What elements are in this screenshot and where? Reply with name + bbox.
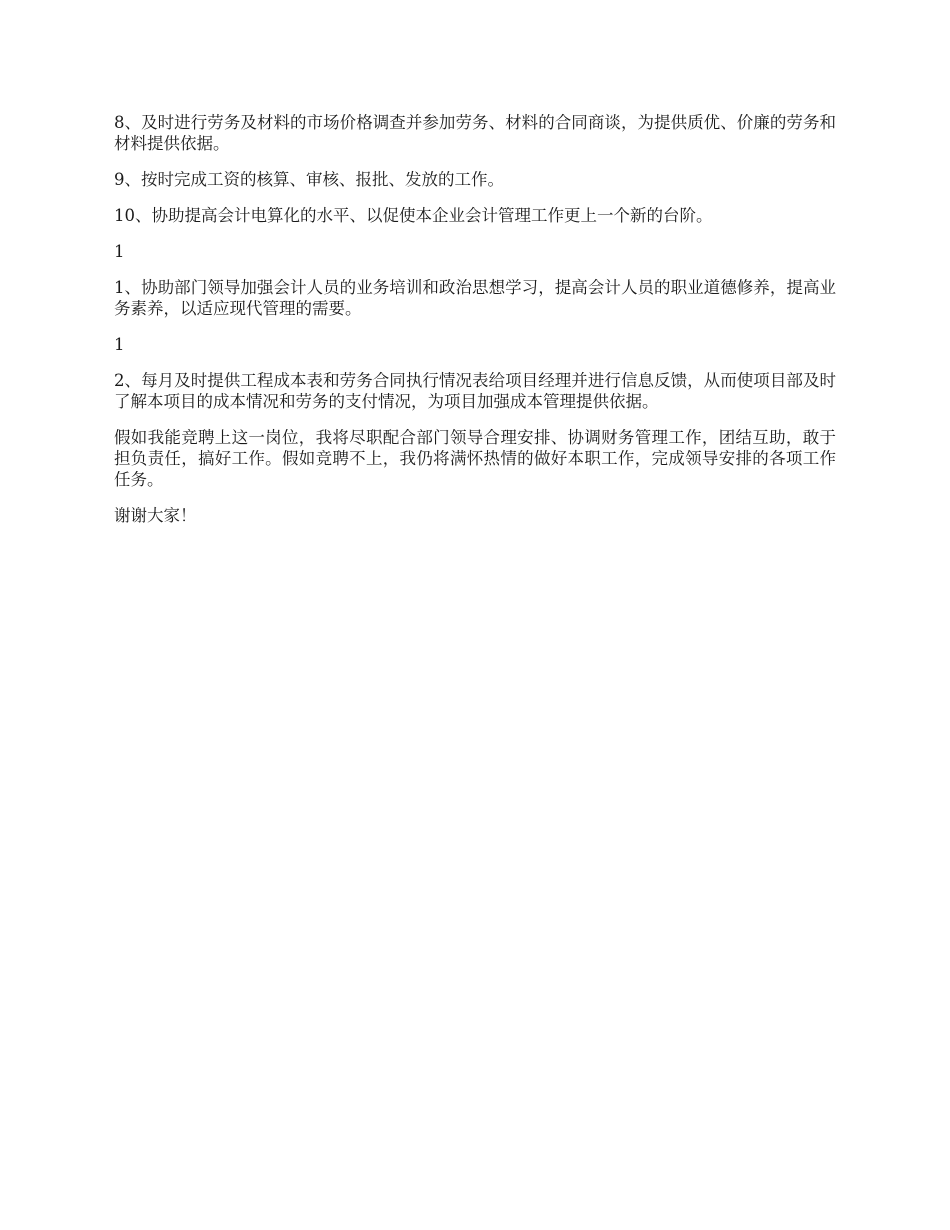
document-body	[114, 112, 836, 541]
paragraph-item-9: 9、按时完成工资的核算、审核、报批、发放的工作。	[114, 170, 504, 189]
paragraph-item-2: 2、每月及时提供工程成本表和劳务合同执行情况表给项目经理并进行信息反馈，从而使项目部及时了解本项目的成本情况和劳务的支付情况，为项目加强成本管理提供依据。	[114, 371, 836, 411]
section-number: 1	[114, 335, 125, 354]
paragraph-item-10: 10、协助提高会计电算化的水平、以促使本企业会计管理工作更上一个新的台阶。	[114, 206, 713, 225]
section-number: 1	[114, 242, 125, 261]
closing-thanks: 谢谢大家！	[114, 506, 197, 525]
paragraph-item-1: 1、协助部门领导加强会计人员的业务培训和政治思想学习，提高会计人员的职业道德修养，提高业务素养，以适应现代管理的需要。	[114, 278, 836, 318]
paragraph-statement: 假如我能竞聘上这一岗位，我将尽职配合部门领导合理安排、协调财务管理工作，团结互助，敢于担负责任，搞好工作。假如竞聘不上，我仍将满怀热情的做好本职工作，完成领导安排的各项工作任务。	[114, 428, 836, 489]
paragraph-item-8: 8、及时进行劳务及材料的市场价格调查并参加劳务、材料的合同商谈，为提供质优、价廉的劳务和材料提供依据。	[114, 113, 836, 153]
